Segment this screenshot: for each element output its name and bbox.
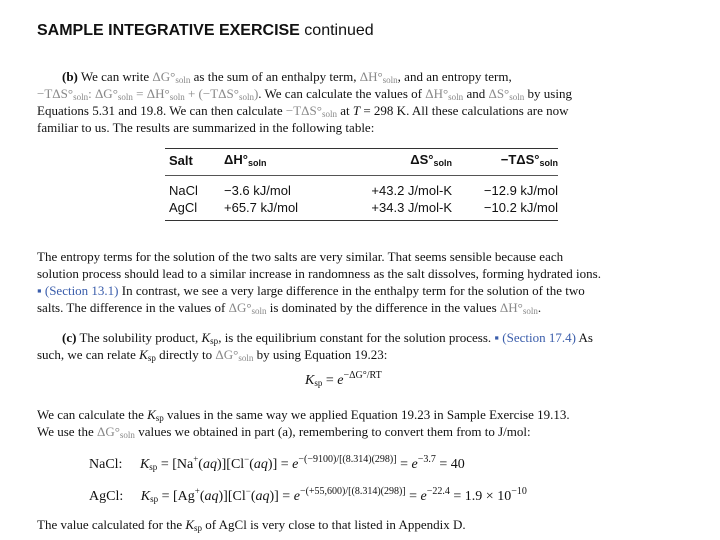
part-b-line2: $-T\Delta S^\circ_{soln}$: $\Delta G^\circ_{soln} = \Delta H^\circ_{soln} + (-T\Delta S^\circ_{soln})$. We can calculate the values of $\Delta H^\circ_{soln}$ and $\Delta S^\circ_{soln}$ by using	[37, 86, 572, 102]
table-row: AgCl +65.7 kJ/mol +34.3 J/mol-K −10.2 kJ/mol	[169, 200, 558, 215]
section-13-1-link[interactable]: (Section 13.1)	[44, 283, 119, 298]
header-tds: $-T\Delta S^\circ_{soln}$	[500, 152, 558, 168]
para2-line1: The entropy terms for the solution of the two salts are very similar. That seems sensible because each	[37, 249, 564, 264]
part-b-line3: Equations 5.31 and 19.8. We can then calculate $-T\Delta S^\circ_{soln}$ at T = 298 K. All these calculations are now	[37, 103, 569, 119]
table-row: NaCl −3.6 kJ/mol +43.2 J/mol-K −12.9 kJ/mol	[169, 183, 558, 198]
para2-line3: ▪ (Section 13.1) In contrast, we see a very large difference in the enthalpy term for the solution of the two	[37, 283, 585, 298]
section-17-4-link[interactable]: (Section 17.4)	[502, 330, 576, 345]
para3-line2: We use the $\Delta G^\circ_{soln}$ values we obtained in part (a), remembering to convert them from to J/mol:	[37, 424, 531, 440]
para3-line1: We can calculate the $K_{sp}$ values in the same way we applied Equation 19.23 in Sample Exercise 19.13.	[37, 407, 570, 423]
part-b-line1: (b) We can write $\Delta G^\circ_{soln}$ as the sum of an enthalpy term, $\Delta H^\circ_{soln}$, and an entropy term,	[62, 69, 512, 85]
part-c-line2: such, we can relate $K_{sp}$ directly to $\Delta G^\circ_{soln}$ by using Equation 19.23:	[37, 347, 388, 363]
part-c-line1: (c) The solubility product, $K_{sp}$, is the equilibrium constant for the solution process. ▪ (Section 17.4) As	[62, 330, 593, 346]
ksp-equation: $K_{sp} = e^{-\Delta G^\circ/RT}$	[305, 370, 382, 388]
header-ds: $\Delta S^\circ_{soln}$	[410, 152, 452, 168]
header-dh: $\Delta H^\circ_{soln}$	[224, 152, 267, 168]
part-b-line4: familiar to us. The results are summarized in the following table:	[37, 120, 375, 135]
agcl-equation: AgCl: $K_{sp} = [Ag^+(aq)][Cl^-(aq)] = e^{-(+55,600)/[(8.314)(298)]} = e^{-22.4} = 1.9 \times 10^{-10}$	[89, 486, 527, 504]
para2-line4: salts. The difference in the values of $\Delta G^\circ_{soln}$ is dominated by the difference in the values $\Delta H^\circ_{soln}$.	[37, 300, 542, 316]
nacl-equation: NaCl: $K_{sp} = [Na^+(aq)][Cl^-(aq)] = e^{-(-9100)/[(8.314)(298)]} = e^{-3.7} = 40$	[89, 454, 465, 472]
final-line: The value calculated for the $K_{sp}$ of AgCl is very close to that listed in Appendix D.	[37, 517, 466, 533]
header-salt: Salt	[169, 152, 193, 168]
table-header	[165, 149, 558, 171]
para2-line2: solution process should lead to a similar increase in randomness as the salt dissolves, forming hydrated ions.	[37, 266, 601, 281]
slide-title: SAMPLE INTEGRATIVE EXERCISE continued	[37, 22, 374, 39]
thermo-table	[165, 148, 558, 221]
